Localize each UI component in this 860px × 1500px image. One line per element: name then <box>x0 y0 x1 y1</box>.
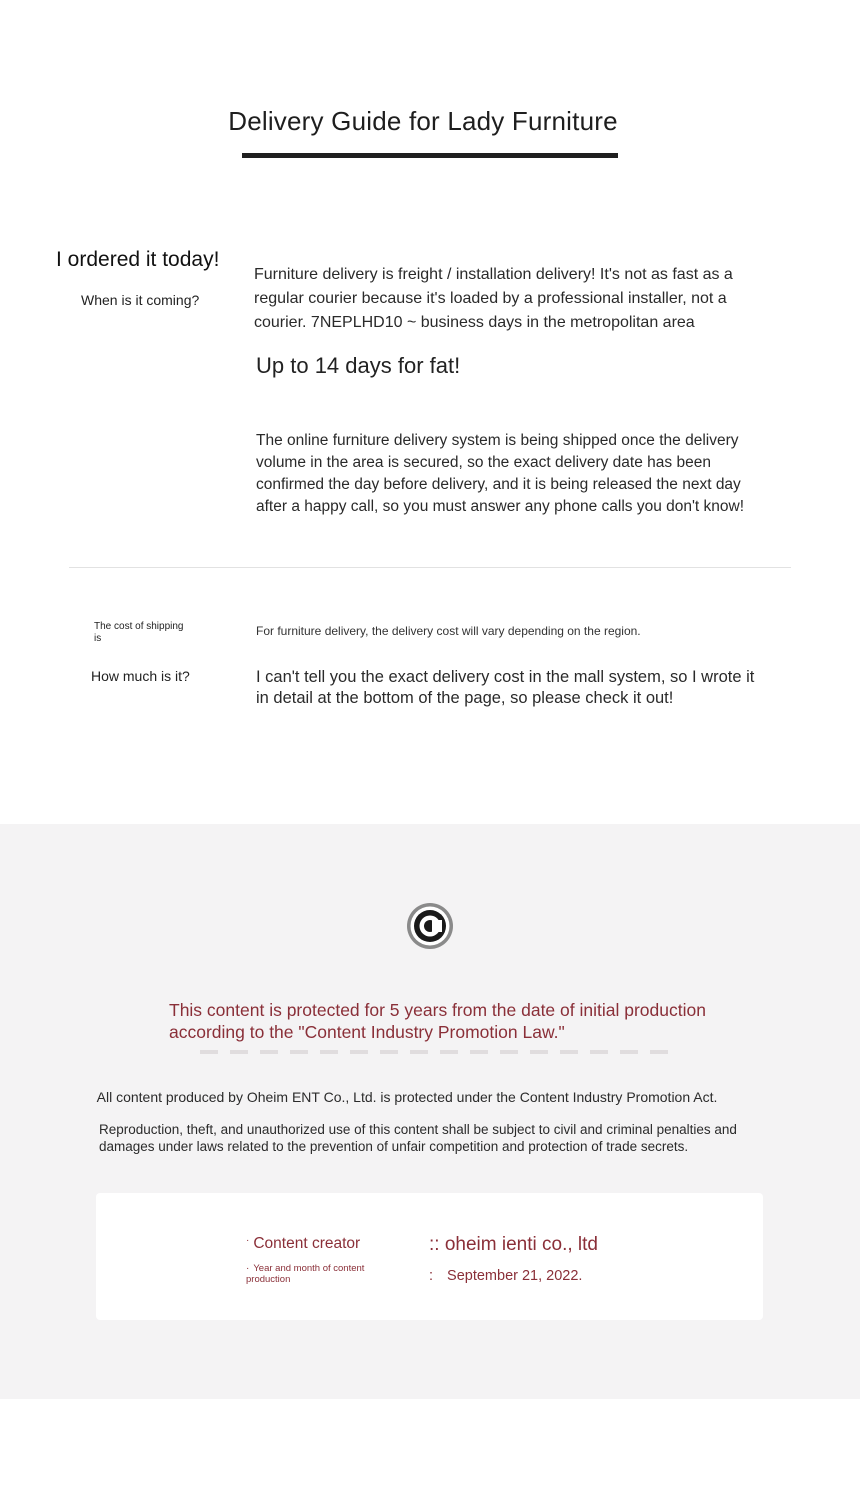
delivery-time-subquestion: When is it coming? <box>81 292 200 308</box>
content-creator-label: · Content creator <box>246 1235 361 1252</box>
content-creator-value: :: oheim ienti co., ltd <box>429 1234 598 1255</box>
delivery-cost-intro: For furniture delivery, the delivery cost will vary depending on the region. <box>256 624 641 638</box>
protected-statement: All content produced by Oheim ENT Co., Ltd. is protected under the Content Industry Promotion Act. <box>96 1089 718 1105</box>
copyright-icon <box>405 901 455 951</box>
copyright-notice: This content is protected for 5 years from the date of initial production according to the "Content Industry Promotion Law." <box>169 1000 706 1042</box>
delivery-cost-question: The cost of shipping is <box>94 621 184 644</box>
delivery-time-question: I ordered it today! <box>56 248 220 271</box>
reproduction-warning: Reproduction, theft, and unauthorized use of this content shall be subject to civil and criminal penalties and damages under laws related to the prevention of unfair competition and protection of trade secrets. <box>99 1122 737 1154</box>
content-info-card <box>96 1193 763 1320</box>
delivery-cost-subquestion: How much is it? <box>91 668 190 684</box>
delivery-time-highlight: Up to 14 days for fat! <box>256 353 461 378</box>
production-date-label-text: Year and month of content production <box>246 1263 365 1285</box>
title-underline <box>242 153 618 158</box>
delivery-cost-detail: I can't tell you the exact delivery cost in the mall system, so I wrote it in detail at the bottom of the page, so please check it out! <box>256 668 755 707</box>
production-date-text: September 21, 2022. <box>447 1268 583 1284</box>
page-title: Delivery Guide for Lady Furniture <box>228 106 618 136</box>
production-date-label: · Year and month of content production <box>246 1263 365 1285</box>
content-creator-label-text: Content creator <box>253 1235 361 1252</box>
production-date-value <box>429 1268 582 1284</box>
delivery-time-intro: Furniture delivery is freight / installation delivery! It's not as fast as a regular courier because it's loaded by a professional installer, not a courier. 7NEPLHD10 ~ business days in the metropolitan area <box>254 266 733 331</box>
delivery-time-detail: The online furniture delivery system is being shipped once the delivery volume in the area is secured, so the exact delivery date has been confirmed the day before delivery, and it is being released the next day after a happy call, so you must answer any phone calls you don't know! <box>256 432 745 515</box>
notice-decoration <box>200 1050 670 1054</box>
section-divider <box>69 567 791 568</box>
date-separator: : <box>429 1268 434 1284</box>
